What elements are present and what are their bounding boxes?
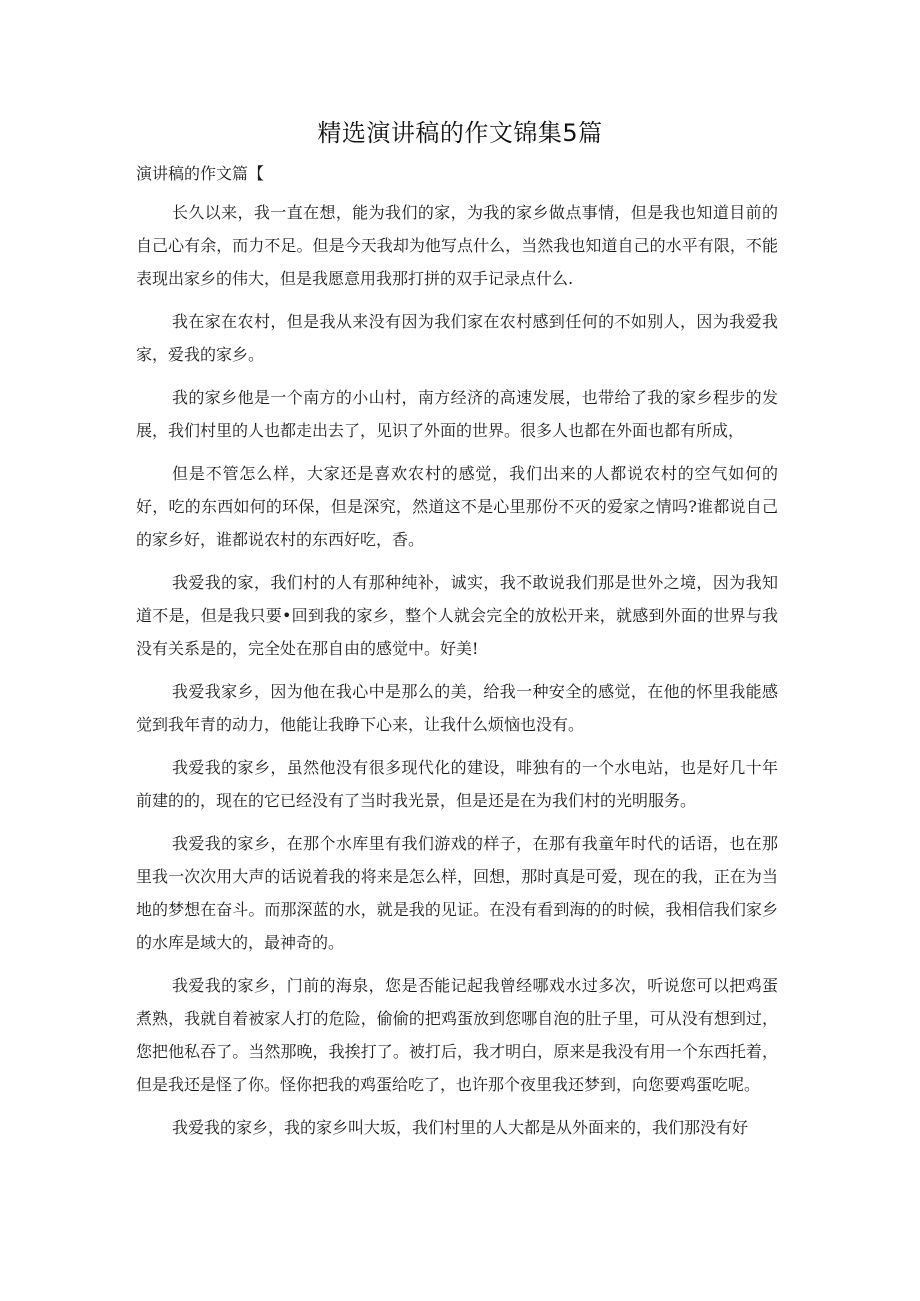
paragraph-4: 但是不管怎么样，大家还是喜欢农村的感觉，我们出来的人都说农村的空气如何的好，吃的东西如何的环保，但是深究，然道这不是心里那份不灭的爱家之情吗?谁都说自己的家乡好，谁都说农村的东西好吃，香。 — [136, 464, 778, 549]
document-title: 精选演讲稿的作文锦集5篇 — [317, 119, 603, 147]
paragraph-2: 我在家在农村，但是我从来没有因为我们家在农村感到任何的不如别人，因为我爱我家，爱我的家乡。 — [136, 312, 778, 364]
section-heading: 演讲稿的作文篇【 — [136, 164, 265, 183]
paragraph-8: 我爱我的家乡，在那个水库里有我们游戏的样子，在那有我童年时代的话语，也在那里我一次次用大声的话说着我的将来是怎么样，回想，那时真是可爱，现在的我，正在为当地的梦想在奋斗。而那深蓝的水，就是我的见证。在没有看到海的的时候，我相信我们家乡的水库是域大的，最神奇的。 — [136, 834, 778, 952]
paragraph-3: 我的家乡他是一个南方的小山村，南方经济的高速发展，也带给了我的家乡程步的发展，我们村里的人也都走出去了，见识了外面的世界。很多人也都在外面也都有所成， — [136, 388, 778, 440]
paragraph-1: 长久以来，我一直在想，能为我们的家，为我的家乡做点事情，但是我也知道目前的自己心有余，而力不足。但是今天我却为他写点什么，当然我也知道自己的水平有限，不能表现出家乡的伟大，但是我愿意用我那打拼的双手记录点什么. — [136, 203, 778, 288]
paragraph-7: 我爱我的家乡，虽然他没有很多现代化的建设，啡独有的一个水电站，也是好几十年前建的的，现在的它已经没有了当时我光景，但是还是在为我们村的光明服务。 — [136, 758, 778, 810]
paragraph-6: 我爱我家乡，因为他在我心中是那么的美，给我一种安全的感觉，在他的怀里我能感觉到我年青的动力，他能让我睁下心来，让我什么烦恼也没有。 — [136, 682, 778, 734]
paragraph-9: 我爱我的家乡，门前的海泉，您是否能记起我曾经哪戏水过多次，听说您可以把鸡蛋煮熟，我就自着被家人打的危险，偷偷的把鸡蛋放到您哪自泡的肚子里，可从没有想到过，您把他私吞了。当然那晚，我挨打了。被打后，我才明白，原来是我没有用一个东西托着，但是我还是怪了你。怪你把我的鸡蛋给吃了，也许那个夜里我还梦到，向您要鸡蛋吃呢。 — [136, 976, 778, 1094]
paragraph-5: 我爱我的家，我们村的人有那种纯补，诚实，我不敢说我们那是世外之境，因为我知道不是，但是我只要•回到我的家乡，整个人就会完全的放松开来，就感到外面的世界与我没有关系是的，完全处在那自由的感觉中。好美! — [136, 573, 778, 658]
document-body — [136, 196, 778, 1154]
paragraph-10: 我爱我的家乡，我的家乡叫大坂，我们村里的人大都是从外面来的，我们那没有好 — [172, 1118, 749, 1137]
